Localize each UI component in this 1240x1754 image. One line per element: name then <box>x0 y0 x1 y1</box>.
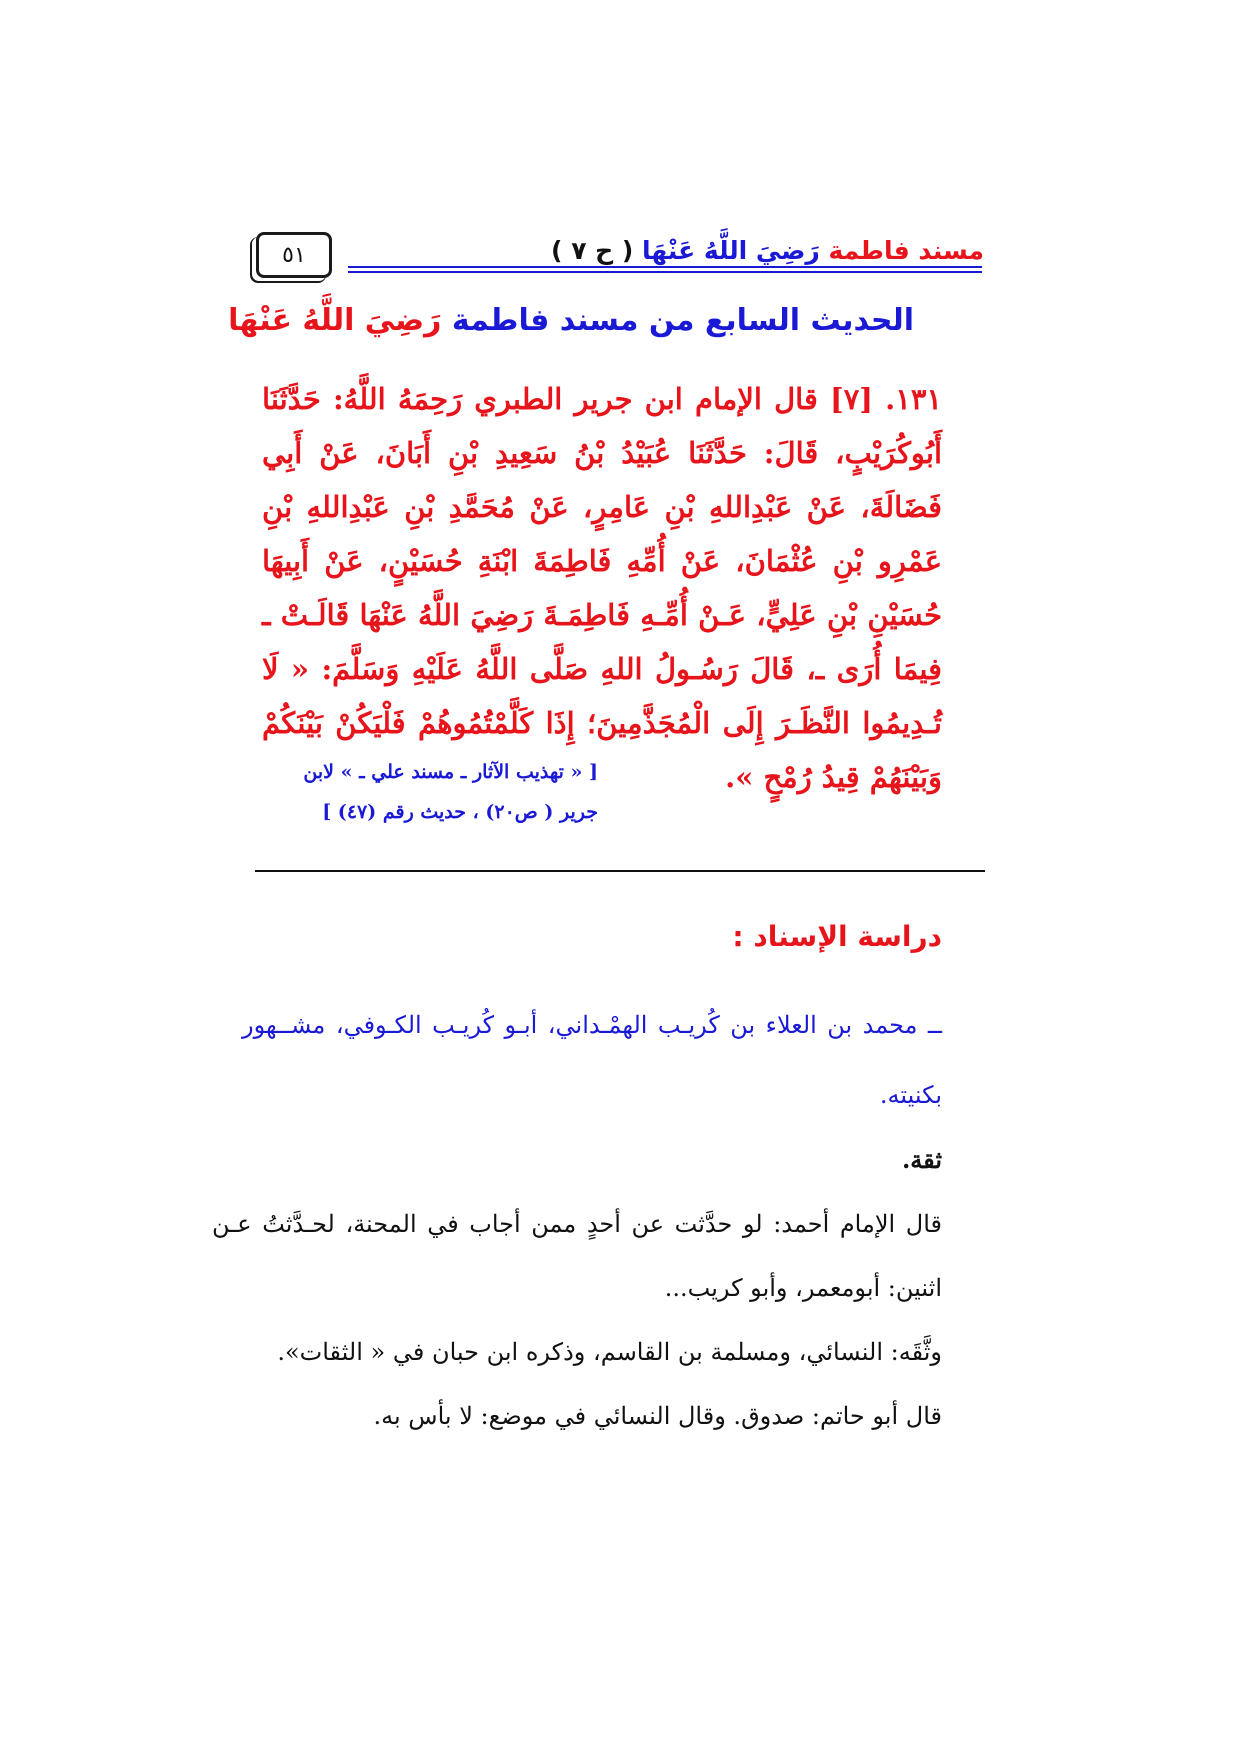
hadith-heading <box>228 303 914 338</box>
authenticators-line: وثَّقَه: النسائي، ومسلمة بن القاسم، وذكره ابن حبان في « الثقات». <box>277 1338 942 1366</box>
running-header <box>551 236 984 265</box>
narrator-entry: ــ محمد بن العلاء بن كُريـب الهمْـداني، أبـو كُريـب الكـوفي، مشــهور بكنيته. <box>242 1011 942 1109</box>
source-reference-line: [ « تهذيب الآثار ـ مسند علي ـ » لابن <box>303 761 598 783</box>
isnad-study-heading: دراسة الإسناد : <box>732 920 942 953</box>
abu-hatim-line: قال أبو حاتم: صدوق. وقال النسائي في موضع: لا بأس به. <box>373 1402 942 1430</box>
hadith-heading-text: الحديث السابع من مسند فاطمة <box>451 303 914 338</box>
header-book-title: مسند فاطمة <box>828 236 984 265</box>
page-number-badge <box>256 232 332 278</box>
source-reference <box>253 752 598 832</box>
verdict-thiqa: ثقة. <box>901 1145 942 1174</box>
hadith-text: ١٣١. [٧] قال الإمام ابن جرير الطبري رَحِمَهُ اللَّهُ: حَدَّثَنَا أَبُوكُرَيْبٍ، قَالَ: حَدَّثَنَا عُبَيْدُ بْنُ سَعِيدِ بْنِ أَبَانَ، عَنْ أَبِي فَضَالَةَ، عَنْ عَبْدِاللهِ بْنِ عَامِرٍ، عَنْ مُحَمَّدِ بْنِ عَبْدِاللهِ بْنِ عَمْرِو بْنِ عُثْمَانَ، عَنْ أُمِّهِ فَاطِمَةَ ابْنَةِ حُسَيْنٍ، عَنْ أَبِيهَا حُسَيْنِ بْنِ عَلِيٍّ، عَـنْ أُمِّـهِ فَاطِمَـةَ رَضِيَ اللَّهُ عَنْهَا قَالَـتْ ـ فِيمَا أُرَى ـ، قَالَ رَسُـولُ اللهِ صَلَّى اللَّهُ عَلَيْهِ وَسَلَّمَ: « لَا تُـدِيمُوا النَّظَـرَ إِلَى الْمُجَذَّمِينَ؛ إِذَا كَلَّمْتُمُوهُمْ فَلْيَكُنْ بَيْنَكُمْ وَبَيْنَهُمْ قِيدُ رُمْحٍ ». <box>262 382 942 794</box>
header-honorific: رَضِيَ اللَّهُ عَنْهَا <box>642 236 820 265</box>
section-divider <box>255 870 985 872</box>
header-hadith-ref: ( ح ٧ ) <box>551 236 634 265</box>
source-reference-line: جرير ( ص٢٠) ، حديث رقم (٤٧) ] <box>322 801 598 823</box>
hadith-heading-honorific: رَضِيَ اللَّهُ عَنْهَا <box>228 303 442 338</box>
page-number: ٥١ <box>282 242 306 268</box>
quote-imam-ahmad: قال الإمام أحمد: لو حدَّثت عن أحدٍ ممن أجاب في المحنة، لحـدَّثتُ عـن اثنين: أبومعمر، وأبو كريب... <box>212 1210 942 1302</box>
header-double-rule <box>348 266 982 273</box>
